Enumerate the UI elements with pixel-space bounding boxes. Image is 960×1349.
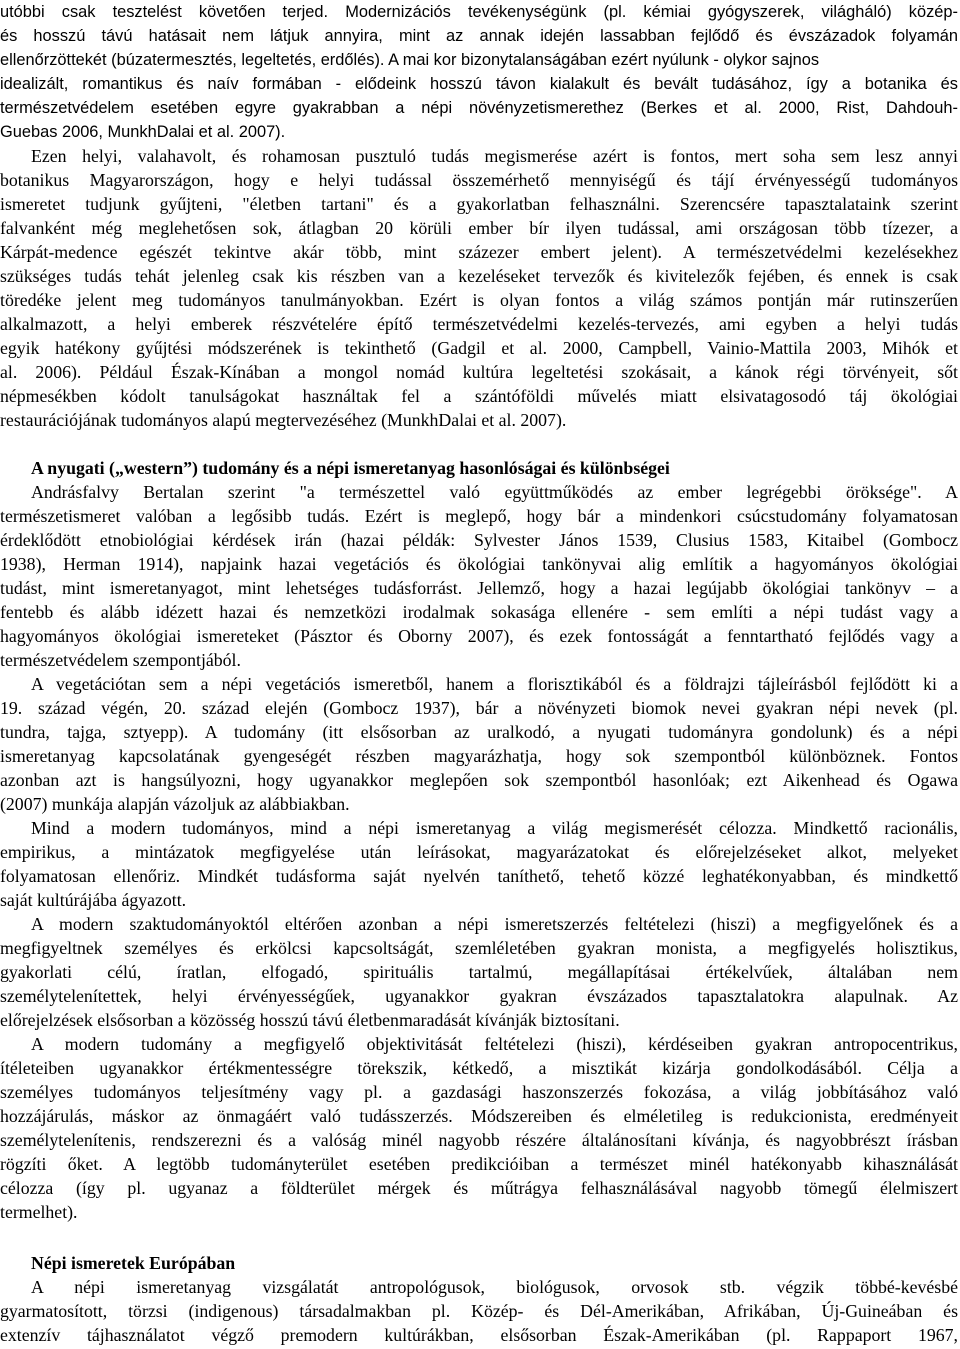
- text-line: ellenőrzöttekét (búzatermesztés, legeltetés, erdőlés). A mai kor bizonytalanságában ezért nyúlunk - olykor sajnos: [0, 51, 820, 69]
- text-line: (2007) munkája alapján vázoljuk az alábbiakban.: [0, 794, 350, 814]
- text-line: 1938), Herman 1914), napjaink hazai vegetációs és ökológiai tankönyvai alig említik a hagyományos ökológiai: [0, 554, 958, 574]
- text-line: al. 2006). Például Észak-Kínában a mongol nomád kultúra legeltetési szokásait, a kánok régi törvényeit, sőt: [0, 362, 958, 382]
- text-line: természetvédelem szempontjából.: [0, 650, 241, 670]
- text-line: természetismeret valóban a legősibb tudás. Ezért is meglepő, hogy bár a mindenkori csúcstudomány folyamatosan: [0, 506, 958, 526]
- text-line: A modern szaktudományoktól eltérően azonban a népi ismeretszerzés feltételezi (hiszi) a megfigyelőnek és a: [31, 914, 958, 934]
- text-line: érdeklődött etnobiológiai kérdések irán (hazai példák: Sylvester János 1539, Clusius 1583, Kitaibel (Gombocz: [0, 530, 958, 550]
- text-line: népmesékben kódolt tanulságokat használtak fel a szántóföldi művelés miatt elsivatagosodó táj ökológiai: [0, 386, 958, 406]
- text-line: Andrásfalvy Bertalan szerint "a természettel való együttműködés az ember legrégebbi öröksége". A: [31, 482, 958, 502]
- text-line: 19. század végén, 20. század elején (Gombocz 1937), bár a növényzeti biomok nevei gyakran népi nevek (pl.: [0, 698, 958, 718]
- text-line: falvanként még meglehetősen sok, átlagban 20 körüli ember bír ilyen tudással, ami országosan több tízezer, a: [0, 218, 958, 238]
- text-line: ismeretanyag kapcsolatának gyengeségét részben magyarázhatja, hogy sok szempontból különböznek. Fontos: [0, 746, 958, 766]
- text-line: A népi ismeretanyag vizsgálatát antropológusok, biológusok, orvosok stb. végzik többé-kevésbé: [31, 1277, 958, 1297]
- text-line: előrejelzések elsősorban a közösség hosszú távú életbenmaradását kívánják biztosítani.: [0, 1010, 620, 1030]
- text-line: termelhet).: [0, 1202, 78, 1222]
- text-line: empirikus, a mintázatok megfigyelése után leírásokat, magyarázatokat és előrejelzéseket alkot, melyeket: [0, 842, 958, 862]
- text-line: töredéke jelent meg tudományos tanulmányokban. Ezért is olyan fontos a világ számos pontján már rutinszerűen: [0, 290, 958, 310]
- text-line: fentebb és alább idézett hazai és nemzetközi irodalmak sokasága ellenére - sem említi a népi tudást vagy a: [0, 602, 958, 622]
- text-line: A modern tudomány a megfigyelő objektivitását feltételezi (hiszi), kérdéseiben gyakran antropocentrikus,: [31, 1034, 958, 1054]
- text-line: Mind a modern tudományos, mind a népi ismeretanyag a világ megismerését célozza. Mindkettő racionális,: [31, 818, 958, 838]
- text-line: azonban azt is hangsúlyozni, hogy ugyanakkor meglepően sok szempontból hasonlóak; ezt Aikenhead és Ogawa: [0, 770, 958, 790]
- text-line: hagyományos ökológiai ismereteket (Pásztor és Oborny 2007), és ezek fontosságát a fenntartható fejlődés vagy a: [0, 626, 958, 646]
- text-line: ítéleteiben ugyanakkor értékmentességre törekszik, kétkedő, a misztikát kizárja gondolkodásából. Célja a: [0, 1058, 958, 1078]
- text-line: A vegetációtan sem a népi vegetációs ismeretből, hanem a florisztikából és a földrajzi tájleírásból fejlődött ki a: [31, 674, 958, 694]
- text-line: restaurációjának tudományos alapú megtervezéséhez (MunkhDalai et al. 2007).: [0, 410, 567, 430]
- text-line: Kárpát-medence egészét tekintve akár több, mint százezer embert jelent). A természetvédelmi kezelésekhez: [0, 242, 958, 262]
- text-line: gyakorlati célú, íratlan, elfogadó, spirituális tartalmú, megállapításai értékelvűek, általában nem: [0, 962, 958, 982]
- text-line: rögzíti őket. A legtöbb tudományterület esetében predikcióiban a természet minél hatékonyabb kihasználását: [0, 1154, 958, 1174]
- text-line: hozzájárulás, máskor az önmagáért való tudásszerzés. Módszereiben és elméletileg is redukcionista, eredményeit: [0, 1106, 958, 1126]
- text-line: egyik hatékony gyűjtési módszerének is tekinthető (Gadgil et al. 2000, Campbell, Vainio-Mattila 2003, Mihók et: [0, 338, 958, 358]
- text-line: idealizált, romantikus és naív formában - elődeink hosszú távon kialakult és bevált tudásához, így a botanika és: [0, 75, 958, 93]
- text-line: tudást, mint ismeretanyagot, mint lehetséges tudásforrást. Jellemző, hogy a hazai legújabb ökológiai tankönyv – a: [0, 578, 958, 598]
- text-line: Ezen helyi, valahavolt, és rohamosan pusztuló tudás megismerése azért is fontos, mert soha sem lesz annyi: [31, 146, 958, 166]
- text-line: személytelenítettek, helyi érvényességűek, ugyanakkor gyakran évszázados tapasztalatokra alapulnak. Az: [0, 986, 958, 1006]
- text-line: megfigyeltnek személyes és erkölcsi kapcsoltságát, szemléletében gyakran monista, a megfigyelés holisztikus,: [0, 938, 958, 958]
- text-line: Guebas 2006, MunkhDalai et al. 2007).: [0, 123, 286, 141]
- section-heading: A nyugati („western”) tudomány és a népi ismeretanyag hasonlóságai és különbségei: [31, 458, 670, 478]
- text-line: gyarmatosított, törzsi (indigenous) társadalmakban pl. Közép- és Dél-Amerikában, Afrikában, Új-Guineában és: [0, 1301, 958, 1321]
- text-line: saját kultúrájába ágyazott.: [0, 890, 187, 910]
- text-line: személytelenítenis, rendszerezni és a valóság minél nagyobb részére általánosítani kívánja, és nagyobbrészt írásban: [0, 1130, 958, 1150]
- text-line: és hosszú távú hatásait nem látjuk annyira, mint az annak idején lassabban fejlődő és évszázadok folyamán: [0, 27, 958, 45]
- text-line: botanikus Magyarországon, hogy e helyi tudással összemérhető mennyiségű és tájí érvényességű tudományos: [0, 170, 958, 190]
- text-line: folyamatosan ellenőriz. Mindkét tudásforma saját nyelvén taníthető, tehető közzé leghatékonyabban, és mindkettő: [0, 866, 958, 886]
- text-line: tundra, tajga, sztyepp). A tudomány (itt elsősorban az uralkodó, a nyugati tudományra gondolunk) és a népi: [0, 722, 958, 742]
- text-line: extenzív tájhasználatot végző premodern kultúrákban, elsősorban Észak-Amerikában (pl. Rappaport 1967,: [0, 1325, 958, 1345]
- text-line: szükséges tudás tehát jelenleg csak kis részben van a kezeléseket tervezők és kivitelezők fejében, és ennek is csak: [0, 266, 958, 286]
- text-line: ismeretet tudjunk gyűjteni, "életben tartani" és a gyakorlatban felhasználni. Szerencsére tapasztalataink szerint: [0, 194, 958, 214]
- text-line: célozza (így pl. ugyanaz a földterület mérgek és műtrágya felhasználásával nagyobb tömegű élelmiszert: [0, 1178, 958, 1198]
- section-heading: Népi ismeretek Európában: [31, 1253, 236, 1273]
- text-line: személyes tudományos teljesítmény vagy pl. a gazdasági haszonszerzés fokozása, a világ jobbításához való: [0, 1082, 958, 1102]
- text-line: természetvédelem esetében egyre gyakrabban a népi növényzetismerethez (Berkes et al. 2000, Rist, Dahdouh-: [0, 99, 958, 117]
- text-line: alkalmazott, a helyi emberek részvételére építő természetvédelmi kezelés-tervezés, ami egyben a helyi tudás: [0, 314, 958, 334]
- text-line: utóbbi csak tesztelést követően terjed. Modernizációs tevékenységünk (pl. kémiai gyógyszerek, világháló) közép-: [0, 3, 958, 21]
